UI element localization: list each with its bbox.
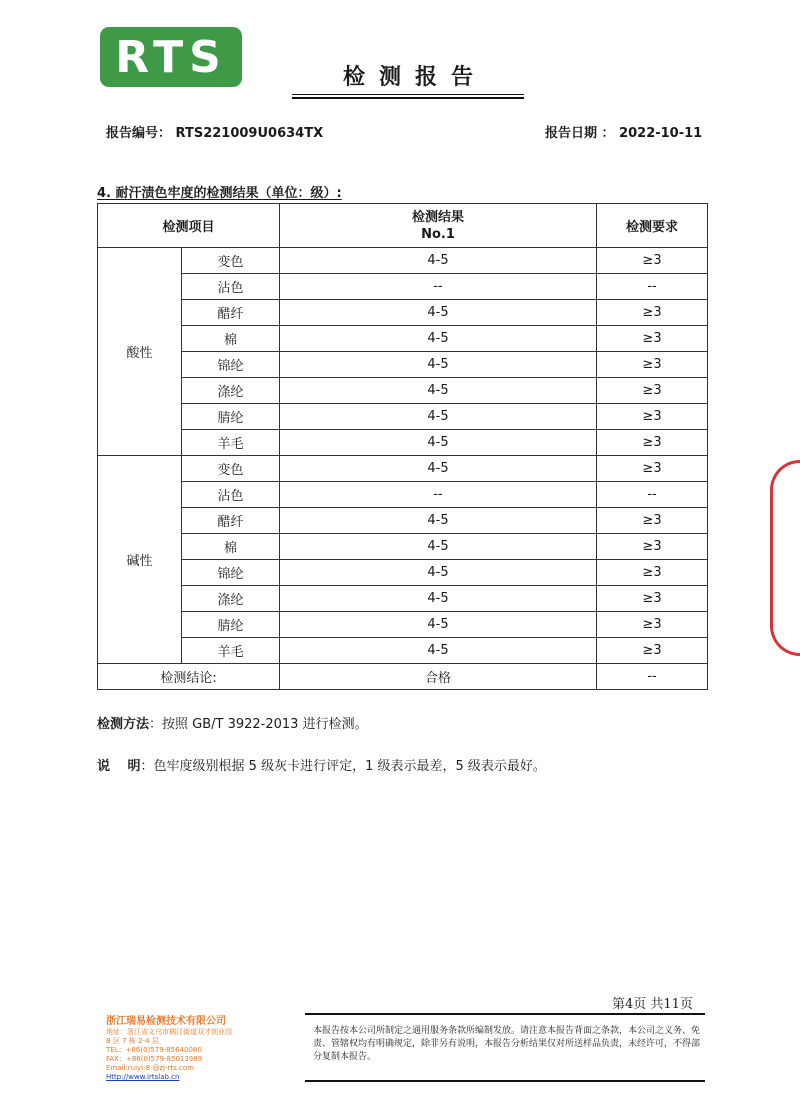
note-text: ：色牢度级别根据 5 级灰卡进行评定，1 级表示最差，5 级表示最好。 <box>140 759 546 774</box>
company-email: Email:ruiyi-8 @zj-rts.com <box>106 1064 194 1072</box>
result-cell: -- <box>280 274 597 300</box>
test-item-cell: 锦纶 <box>182 352 280 378</box>
result-cell: 4-5 <box>280 248 597 274</box>
footer-divider-top <box>305 1013 705 1015</box>
test-item-cell: 变色 <box>182 248 280 274</box>
table-row <box>98 378 708 404</box>
test-item-cell: 变色 <box>182 456 280 482</box>
report-date-value: 2022-10-11 <box>619 126 703 141</box>
result-cell: 4-5 <box>280 300 597 326</box>
test-item-cell: 羊毛 <box>182 430 280 456</box>
table-row <box>98 274 708 300</box>
result-cell: 4-5 <box>280 352 597 378</box>
requirement-cell: ≥3 <box>597 378 708 404</box>
table-row <box>98 326 708 352</box>
company-name: 浙江瑞易检测技术有限公司 <box>106 1016 226 1027</box>
table-row <box>98 560 708 586</box>
table-header-row <box>98 204 708 248</box>
result-cell: 4-5 <box>280 456 597 482</box>
company-fax: FAX：+86(0)579-85013989 <box>106 1055 203 1063</box>
report-number-value: RTS221009U0634TX <box>175 126 324 141</box>
test-item-cell: 沾色 <box>182 274 280 300</box>
test-item-cell: 棉 <box>182 534 280 560</box>
result-cell: 4-5 <box>280 586 597 612</box>
page-number: 第4页 共11页 <box>612 997 693 1012</box>
official-seal-stamp <box>770 460 800 656</box>
requirement-cell: -- <box>597 274 708 300</box>
requirement-cell: ≥3 <box>597 248 708 274</box>
result-cell: 4-5 <box>280 378 597 404</box>
table-body <box>98 248 708 664</box>
result-cell: 4-5 <box>280 534 597 560</box>
footer-disclaimer: 本报告按本公司所制定之通用服务条款所编制发放。请注意本报告背面之条款，本公司之义务、免责、管辖权均有明确规定，除非另有说明，本报告分析结果仅对所送样品负责，未经许可，不得部分复制本报告。 <box>313 1026 701 1062</box>
company-logo <box>100 27 242 87</box>
table-row <box>98 586 708 612</box>
note-label: 说 明 <box>97 759 141 774</box>
requirement-cell: ≥3 <box>597 560 708 586</box>
table-row <box>98 508 708 534</box>
header-result-label: 检测结果 <box>412 209 465 225</box>
table-row <box>98 534 708 560</box>
explanation-note <box>97 755 546 774</box>
result-cell: 4-5 <box>280 430 597 456</box>
table-row <box>98 612 708 638</box>
test-method <box>97 713 368 732</box>
title-underline <box>292 94 524 95</box>
result-cell: 4-5 <box>280 560 597 586</box>
report-date <box>545 122 702 141</box>
conclusion-requirement: -- <box>597 664 708 690</box>
header-test-result <box>280 204 597 248</box>
company-address-line1: 地址：浙江省义乌市稠江街道双才创业园 <box>106 1028 232 1036</box>
requirement-cell: ≥3 <box>597 586 708 612</box>
table-row <box>98 300 708 326</box>
title-underline-thick <box>292 97 524 99</box>
test-item-cell: 腈纶 <box>182 612 280 638</box>
requirement-cell: ≥3 <box>597 534 708 560</box>
table-row <box>98 430 708 456</box>
requirement-cell: ≥3 <box>597 612 708 638</box>
test-item-cell: 醋纤 <box>182 300 280 326</box>
table-row <box>98 482 708 508</box>
group-label: 碱性 <box>98 456 182 664</box>
company-website-link[interactable]: Http://www.irtslab.cn <box>106 1073 180 1081</box>
result-cell: 4-5 <box>280 326 597 352</box>
group-label: 酸性 <box>98 248 182 456</box>
report-number <box>106 122 323 141</box>
section-heading: 4. 耐汗渍色牢度的检测结果（单位：级）: <box>97 186 342 201</box>
test-item-cell: 涤纶 <box>182 378 280 404</box>
requirement-cell: ≥3 <box>597 404 708 430</box>
conclusion-row <box>98 664 708 690</box>
result-cell: 4-5 <box>280 508 597 534</box>
table-row <box>98 248 708 274</box>
footer-divider-bottom <box>305 1080 705 1082</box>
test-item-cell: 羊毛 <box>182 638 280 664</box>
company-tel: TEL：+86(0)579-85640080 <box>106 1046 202 1054</box>
table-row <box>98 638 708 664</box>
table-row <box>98 352 708 378</box>
requirement-cell: ≥3 <box>597 300 708 326</box>
test-item-cell: 锦纶 <box>182 560 280 586</box>
requirement-cell: ≥3 <box>597 456 708 482</box>
requirement-cell: ≥3 <box>597 508 708 534</box>
test-item-cell: 醋纤 <box>182 508 280 534</box>
requirement-cell: -- <box>597 482 708 508</box>
conclusion-value: 合格 <box>280 664 597 690</box>
test-method-text: ：按照 GB/T 3922-2013 进行检测。 <box>149 717 368 732</box>
result-cell: -- <box>280 482 597 508</box>
requirement-cell: ≥3 <box>597 326 708 352</box>
company-address-line2: B 区 7 栋 2-4 层 <box>106 1037 159 1045</box>
header-sample-no: No.1 <box>421 226 455 242</box>
test-item-cell: 沾色 <box>182 482 280 508</box>
table-row <box>98 404 708 430</box>
page-title: 检测报告 <box>342 65 487 90</box>
result-cell: 4-5 <box>280 404 597 430</box>
requirement-cell: ≥3 <box>597 638 708 664</box>
header-test-item: 检测项目 <box>98 204 280 248</box>
conclusion-label: 检测结论: <box>98 664 280 690</box>
test-method-label: 检测方法 <box>97 717 150 732</box>
test-item-cell: 腈纶 <box>182 404 280 430</box>
company-info <box>106 1015 296 1082</box>
report-date-label: 报告日期 ： <box>545 126 615 141</box>
logo-text: RTS <box>115 31 227 83</box>
requirement-cell: ≥3 <box>597 430 708 456</box>
table-row <box>98 456 708 482</box>
requirement-cell: ≥3 <box>597 352 708 378</box>
result-cell: 4-5 <box>280 612 597 638</box>
test-item-cell: 棉 <box>182 326 280 352</box>
result-cell: 4-5 <box>280 638 597 664</box>
header-requirement: 检测要求 <box>597 204 708 248</box>
results-table <box>97 203 708 690</box>
report-number-label: 报告编号： <box>106 126 172 141</box>
test-item-cell: 涤纶 <box>182 586 280 612</box>
